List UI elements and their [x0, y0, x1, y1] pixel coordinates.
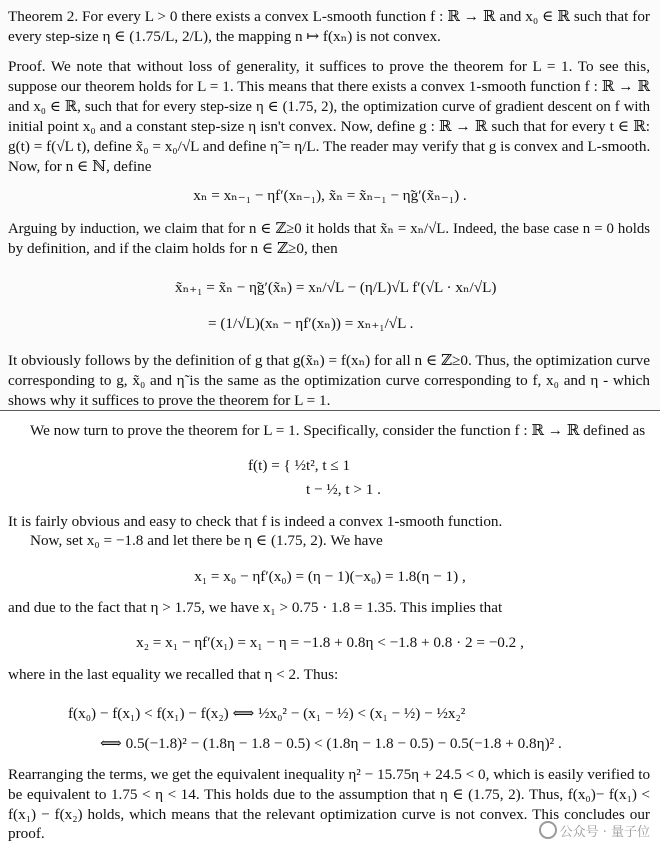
proof-line: f(x₁) − f(x₂) holds, which means that the relevant optimization curve is not convex. This concludes our	[8, 806, 650, 823]
equation-inequality-2: ⟺ 0.5(−1.8)² − (1.8η − 1.8 − 0.5) < (1.8η − 1.8 − 0.5) − 0.5(−1.8 + 0.8η)² .	[100, 735, 562, 752]
proof-line: initial point x₀ and a constant step-size η isn't convex. Now, define g : ℝ → ℝ such that for every t ∈ ℝ:	[8, 118, 650, 135]
watermark	[539, 821, 650, 840]
proof-line: suppose our theorem holds for L = 1. This means that there exists a convex 1-smooth function f : ℝ → ℝ	[8, 78, 650, 95]
proof-line: corresponding to g, x̃₀ and η̃ is the same as the optimization curve corresponding to f, x₀ and η - which	[8, 372, 650, 389]
wechat-icon	[539, 821, 557, 839]
equation-f-case-1: f(t) = { ½t², t ≤ 1	[248, 457, 351, 474]
equation-inequality-1: f(x₀) − f(x₁) < f(x₁) − f(x₂) ⟺ ½x₀² − (x₁ − ½) < (x₁ − ½) − ½x₂²	[68, 705, 466, 722]
proof-line: and due to the fact that η > 1.75, we have x₁ > 0.75 · 1.8 = 1.35. This implies that	[8, 599, 503, 616]
equation-recursion: xₙ = xₙ₋₁ − ηf′(xₙ₋₁), x̃ₙ = x̃ₙ₋₁ − η̃g′(x̃ₙ₋₁) .	[193, 187, 467, 204]
proof-line: Rearranging the terms, we get the equivalent inequality η² − 15.75η + 24.5 < 0, which is easily verified to	[8, 766, 651, 783]
theorem-line-1: Theorem 2. For every L > 0 there exists a convex L-smooth function f : ℝ → ℝ and x₀ ∈ ℝ such that for	[8, 8, 650, 25]
proof-line: It obviously follows by the definition of g that g(x̃ₙ) = f(xₙ) for all n ∈ ℤ≥0. Thus, the optimization curve	[8, 352, 650, 369]
equation-f-case-2: t − ½, t > 1 .	[306, 481, 381, 498]
equation-x2: x₂ = x₁ − ηf′(x₁) = x₁ − η = −1.8 + 0.8η < −1.8 + 0.8 · 2 = −0.2 ,	[136, 634, 524, 651]
proof-line: Proof. We note that without loss of generality, it suffices to prove the theorem for L = 1. To see this,	[8, 58, 650, 75]
proof-line: Arguing by induction, we claim that for n ∈ ℤ≥0 it holds that x̃ₙ = xₙ/√L. Indeed, the base case n = 0 holds	[8, 221, 650, 237]
proof-line: where in the last equality we recalled that η < 2. Thus:	[8, 666, 339, 683]
watermark-text: 公众号 · 量子位	[559, 825, 650, 840]
equation-induction-2: = (1/√L)(xₙ − ηf′(xₙ)) = xₙ₊₁/√L .	[208, 315, 414, 332]
proof-line: be equivalent to 1.75 < η < 14. This holds due to the assumption that η ∈ (1.75, 2). Thus, f(x₀)− f(x₁) <	[8, 786, 650, 803]
equation-x1: x₁ = x₀ − ηf′(x₀) = (η − 1)(−x₀) = 1.8(η − 1) ,	[194, 568, 466, 585]
proof-line: by definition, and if the claim holds for n ∈ ℤ≥0, then	[8, 240, 338, 257]
proof-panel-top	[0, 0, 660, 410]
equation-induction-1: x̃ₙ₊₁ = x̃ₙ − η̃g′(x̃ₙ) = xₙ/√L − (η/L)√L f′(√L · xₙ/√L)	[175, 279, 497, 296]
proof-line: shows why it suffices to prove the theorem for L = 1.	[8, 392, 331, 409]
proof-line: It is fairly obvious and easy to check that f is indeed a convex 1-smooth function.	[8, 513, 503, 530]
proof-line: g(t) = f(√L t), define x̃₀ = x₀/√L and define η̃ = η/L. The reader may verify that g is convex and L-smooth.	[8, 138, 651, 155]
proof-line: Now, for n ∈ ℕ, define	[8, 158, 152, 175]
proof-line: proof.	[8, 825, 45, 842]
proof-line: Now, set x₀ = −1.8 and let there be η ∈ (1.75, 2). We have	[30, 532, 383, 549]
theorem-line-2: every step-size η ∈ (1.75/L, 2/L), the mapping n ↦ f(xₙ) is not convex.	[8, 28, 441, 45]
proof-line: We now turn to prove the theorem for L = 1. Specifically, consider the function f : ℝ → ℝ defined as	[30, 422, 646, 439]
proof-panel-bottom	[0, 411, 660, 846]
proof-line: and x₀ ∈ ℝ, such that for every step-size η ∈ (1.75, 2), the optimization curve of gradient descent on f with	[8, 99, 650, 115]
